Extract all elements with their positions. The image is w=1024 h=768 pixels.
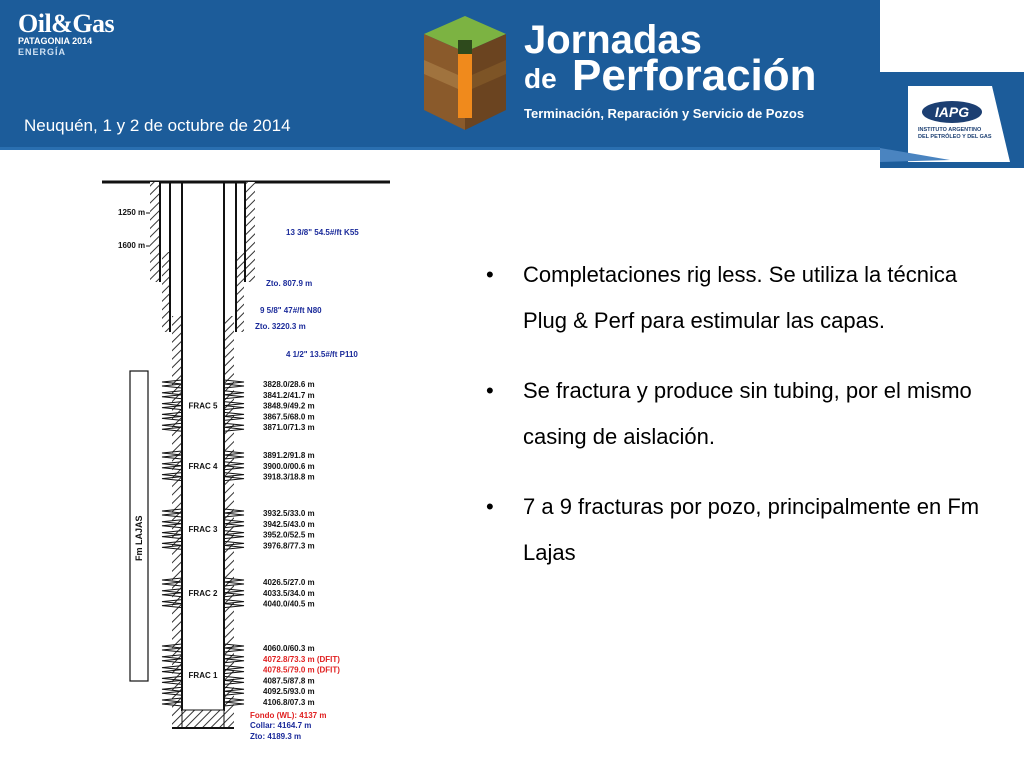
zto-label-3: Zto: 4189.3 m: [250, 732, 302, 741]
casing-label-4-1-2: 4 1/2" 13.5#/ft P110: [286, 350, 358, 359]
frac-stage-label: FRAC 1: [188, 671, 218, 680]
formation-label: Fm LAJAS: [134, 515, 144, 561]
perforation-depth-label: 3828.0/28.6 m: [263, 380, 315, 389]
oilgas-logo: [18, 9, 115, 58]
bullet-item: [486, 484, 1006, 576]
bullet-list: [486, 252, 1006, 600]
fondo-label: Fondo (WL): 4137 m: [250, 711, 327, 720]
bullet-text: Completaciones rig less. Se utiliza la técnica Plug & Perf para estimular las capas.: [523, 262, 958, 333]
bullet-dot: •: [486, 378, 494, 403]
perforation-depth-label: 4092.5/93.0 m: [263, 687, 315, 697]
cement-mid-right: [236, 252, 244, 332]
perforation-depth-label: 3848.9/49.2 m: [263, 401, 315, 411]
perforation-depth-label: 4040.0/40.5 m: [263, 599, 315, 609]
bullet-dot: •: [486, 262, 494, 287]
bullet-text: Se fractura y produce sin tubing, por el mismo casing de aislación.: [523, 378, 972, 449]
perforation-depth-label: 3942.5/43.0 m: [263, 519, 315, 529]
event-dateline: Neuquén, 1 y 2 de octubre de 2014: [24, 116, 291, 135]
jornadas-title-de: de: [524, 63, 557, 94]
bullet-text: 7 a 9 fracturas por pozo, principalmente en Fm Lajas: [523, 494, 980, 565]
cement-outer-right: [245, 182, 255, 282]
iapg-name-line2: DEL PETRÓLEO Y DEL GAS: [918, 134, 992, 140]
jornadas-title-line1: Jornadas: [524, 18, 702, 62]
oilgas-logo-line3: ENERGÍA: [18, 47, 67, 57]
jornadas-subtitle: Terminación, Reparación y Servicio de Pozos: [524, 106, 805, 121]
cement-mid-left: [162, 252, 170, 332]
perforation-depth-label: 3871.0/71.3 m: [263, 423, 315, 433]
wellbore-diagram: [100, 176, 400, 744]
perforation-depth-label: 4072.8/73.3 m (DFIT): [263, 654, 340, 664]
oilgas-logo-line2: PATAGONIA 2014: [18, 36, 93, 46]
cement-plug: [182, 710, 224, 728]
frac-stage-label: FRAC 4: [188, 461, 218, 471]
perforation-depth-label: 4026.5/27.0 m: [263, 578, 315, 587]
perforation-depth-label: 3891.2/91.8 m: [263, 451, 315, 460]
zto-label-1: Zto. 807.9 m: [266, 279, 313, 288]
iapg-institute-name: [918, 127, 992, 141]
frac-stages: [162, 380, 340, 707]
bullet-dot: •: [486, 494, 494, 519]
iapg-logo-text: IAPG: [934, 104, 970, 120]
perforation-depth-label: 3976.8/77.3 m: [263, 541, 315, 551]
perforation-depth-label: 4087.5/87.8 m: [263, 676, 315, 686]
casing-label-13-3-8: 13 3/8" 54.5#/ft K55: [286, 228, 359, 237]
jornadas-cube-logo: [420, 12, 510, 134]
perforation-depth-label: 3900.0/00.6 m: [263, 461, 315, 471]
perforation-depth-label: 3952.0/52.5 m: [263, 530, 315, 540]
zto-label-2: Zto. 3220.3 m: [255, 322, 306, 331]
frac-stage-label: FRAC 2: [188, 588, 218, 598]
perforation-depth-label: 4060.0/60.3 m: [263, 644, 315, 653]
collar-label: Collar: 4164.7 m: [250, 721, 312, 730]
header-stripe: [0, 147, 880, 150]
perforation-depth-label: 4033.5/34.0 m: [263, 588, 315, 598]
frac-stage-label: FRAC 5: [188, 401, 218, 411]
jornadas-title-perforacion: Perforación: [572, 51, 817, 100]
casing-label-9-5-8: 9 5/8" 47#/ft N80: [260, 306, 322, 315]
depth-label-1250: 1250 m: [118, 208, 146, 217]
perforation-depth-label: 4106.8/07.3 m: [263, 698, 315, 707]
frac-stage-label: FRAC 3: [188, 525, 218, 535]
cement-outer-left: [150, 182, 160, 282]
iapg-name-line1: INSTITUTO ARGENTINO: [918, 127, 982, 133]
perforation-depth-label: 3932.5/33.0 m: [263, 509, 315, 518]
oilgas-logo-line1: Oil&Gas: [18, 9, 115, 38]
perforation-depth-label: 3841.2/41.7 m: [263, 390, 315, 400]
iapg-logo-icon: [920, 100, 984, 124]
bullet-item: [486, 252, 1006, 344]
perforation-depth-label: 4078.5/79.0 m (DFIT): [263, 665, 340, 675]
depth-label-1600: 1600 m: [118, 241, 146, 250]
perforation-depth-label: 3867.5/68.0 m: [263, 412, 315, 422]
perforation-depth-label: 3918.3/18.8 m: [263, 472, 315, 482]
bullet-item: [486, 368, 1006, 460]
